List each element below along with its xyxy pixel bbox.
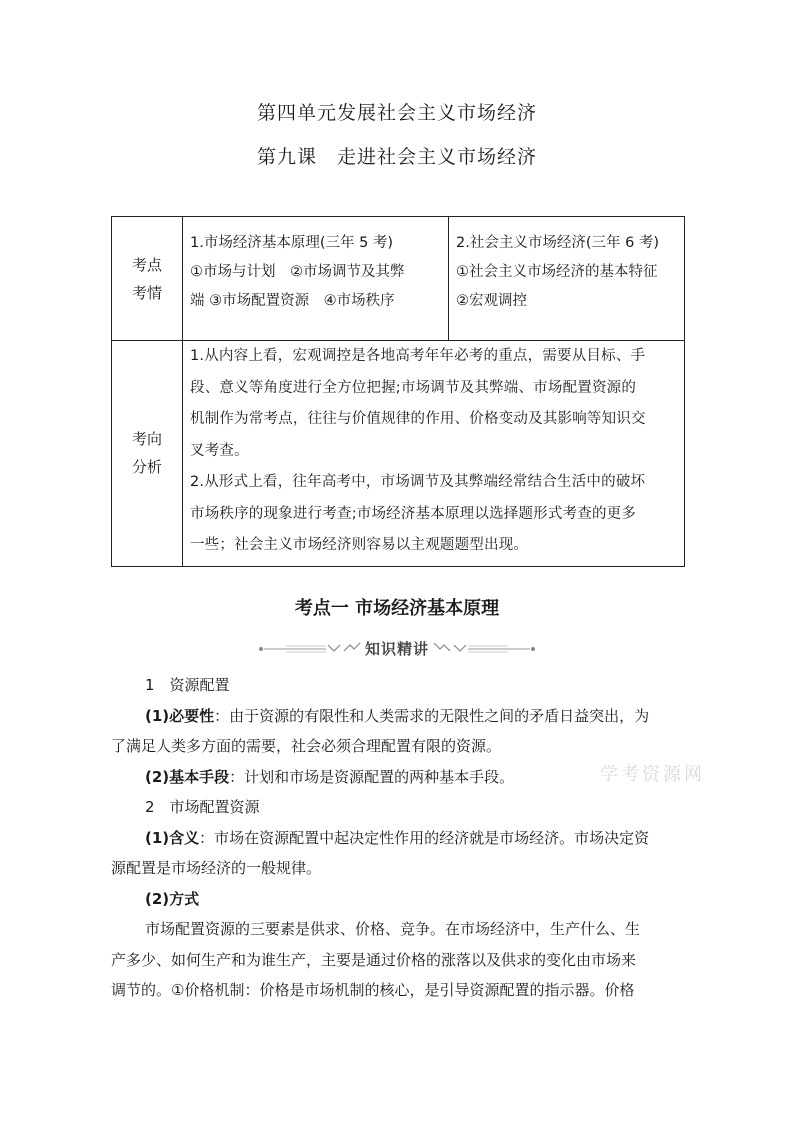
basic-means-paragraph: (2)基本手段：计划和市场是资源配置的两种基本手段。 (145, 767, 515, 786)
knowledge-banner (256, 636, 538, 662)
exam-analysis-label: 考向 分析 (112, 341, 183, 567)
lesson-title: 第九课 走进社会主义市场经济 (256, 146, 537, 168)
definition-paragraph: (1)含义：市场在资源配置中起决定性作用的经济就是市场经济。市场决定资 (145, 828, 650, 847)
heading-resource-allocation: 1 资源配置 (145, 676, 230, 694)
necessity-paragraph: (1)必要性：由于资源的有限性和人类需求的无限性之间的矛盾日益突出，为 (145, 706, 650, 725)
banner-label: 知识精讲 (364, 640, 429, 658)
method-paragraph: 市场配置资源的三要素是供求、价格、竞争。在市场经济中，生产什么、生 (145, 920, 641, 938)
heading-market-allocation: 2 市场配置资源 (145, 798, 260, 816)
exam-analysis-text: 1.从内容上看，宏观调控是各地高考年年必考的重点，需要从目标、手 段、意义等角度进行全方位把握;市场调节及其弊端、市场配置资源的 机制作为常考点，往往与价值规律的作用、价格变动及其影响等知识交 叉考查。 2.从形式上看，往年高考中，市场调节及其弊端经常结合生活中的破坏 市场秩序的现象进行考查;市场经济基本原理以选择题形式考查的更多 一些；社会主义市场经济则容易以主观题题型出现。 (183, 341, 685, 567)
watermark: 学考资源网 (600, 764, 705, 785)
method-heading: (2)方式 (145, 889, 200, 908)
content-body: 1 资源配置 (1)必要性：由于资源的有限性和人类需求的无限性之间的矛盾日益突出，为 了满足人类多方面的需要，社会必须合理配置有限的资源。 (2)基本手段：计划和市场是资源配置的两种基本手段。 2 市场配置资源 (1)含义：市场在资源配置中起决定性作用的经济就是市场经济。市场决定资 源配置是市场经济的一般规律。 (2)方式 市场配置资源的三要素是供求、价格、竞争。在市场经济中，生产什么、生 产多少、如何生产和为谁生产，主要是通过价格的涨落以及供求的变化由市场来 调节的。①价格机制：价格是市场机制的核心，是引导资源配置的指示器。价格 (111, 670, 684, 1006)
exam-point-market-basics: 1.市场经济基本原理(三年 5 考) ①市场与计划 ②市场调节及其弊 端 ③市场配置资源 ④市场秩序 (183, 217, 449, 341)
exam-points-label: 考点 考情 (112, 217, 183, 341)
exam-info-table (111, 216, 685, 567)
exam-point-socialist-market: 2.社会主义市场经济(三年 6 考) ①社会主义市场经济的基本特征 ②宏观调控 (449, 217, 685, 341)
section-title: 考点一 市场经济基本原理 (294, 598, 500, 619)
unit-title: 第四单元发展社会主义市场经济 (256, 102, 537, 124)
